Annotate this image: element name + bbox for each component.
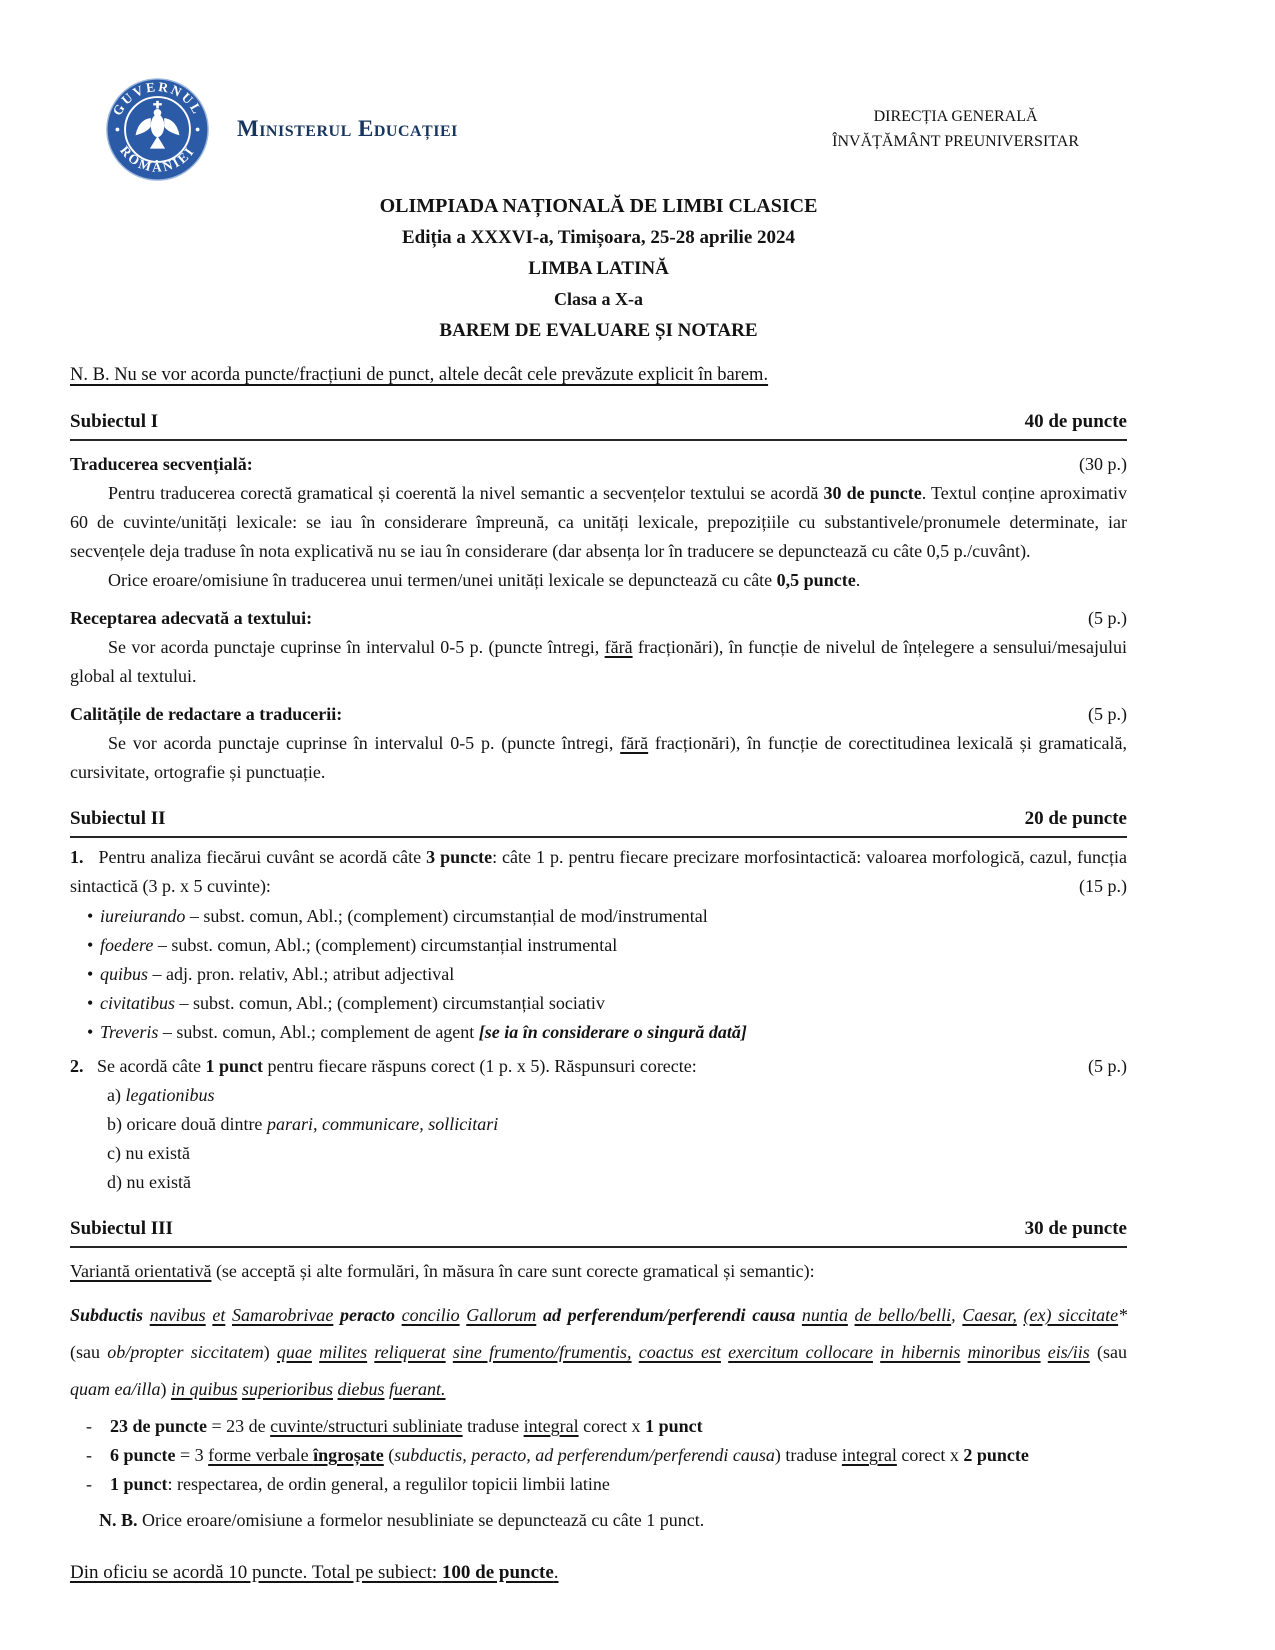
criterion-points: (5 p.) — [1088, 608, 1127, 628]
seal-top-text: GUVERNUL — [109, 78, 206, 118]
orientative-variant-intro: Variantă orientativă (se acceptă și alte formulări, în măsura în care sunt corecte gramatical și semantic): — [70, 1261, 815, 1281]
question-1 — [70, 843, 1127, 901]
directorate-line-1: DIRECȚIA GENERALĂ — [873, 108, 1038, 125]
subject2-title: Subiectul II — [70, 808, 166, 829]
bullet-item — [70, 931, 1127, 960]
bullet-icon: • — [87, 935, 94, 955]
subject1-title: Subiectul I — [70, 411, 159, 432]
scoring-dash-list — [70, 1412, 1127, 1499]
nb-note-subject3: N. B. Orice eroare/omisiune a formelor nesubliniate se depunctează cu câte 1 punct. — [99, 1510, 705, 1530]
criterion-points: (30 p.) — [1079, 454, 1127, 474]
question-2 — [70, 1052, 1127, 1081]
nb-note-top: N. B. Nu se vor acorda puncte/fracțiuni de punct, altele decât cele prevăzute explicit în barem. — [70, 365, 769, 385]
criterion-label: Traducerea secvențială: — [70, 454, 253, 474]
barem-title: BAREM DE EVALUARE ȘI NOTARE — [439, 320, 758, 341]
scoring-rule-3: - 1 punct: respectarea, de ordin general, a regulilor topicii limbii latine — [86, 1474, 610, 1494]
title-block — [70, 191, 1127, 346]
criterion-row-quality — [70, 700, 1127, 729]
bullet-text: iureiurando – subst. comun, Abl.; (complement) circumstanțial de mod/instrumental — [100, 906, 708, 926]
answer-d: d) nu există — [107, 1172, 191, 1192]
subject-language: LIMBA LATINĂ — [528, 258, 669, 279]
section-heading-subject3 — [70, 1214, 1127, 1248]
section-heading-subject1 — [70, 407, 1127, 441]
seal-bottom-text: ROMÂNIEI — [117, 142, 198, 175]
question-2-points: (5 p.) — [1088, 1056, 1127, 1076]
criterion-paragraph: Pentru traducerea corectă gramatical și coerentă la nivel semantic a secvențelor textului se acordă 30 de puncte. Textul conține aproximativ 60 de cuvinte/unități lexicale: se iau în considerare împreună, ca unități lexicale, prepozițiile cu substantivele/pronumele determinate, iar secvențele deja traduse în nota explicativă nu se iau în considerare (dar absența lor în traducere se depunctează cu câte 0,5 p./cuvânt). — [70, 483, 1127, 561]
total-score-line: Din oficiu se acordă 10 puncte. Total pe subiect: 100 de puncte. — [70, 1562, 559, 1583]
directorate-line-2: ÎNVĂȚĂMÂNT PREUNIVERSITAR — [832, 133, 1079, 150]
subject2-points: 20 de puncte — [1024, 808, 1127, 829]
bullet-text: civitatibus – subst. comun, Abl.; (complement) circumstanțial sociativ — [100, 993, 605, 1013]
question-2-text: 2. Se acordă câte 1 punct pentru fiecare răspuns corect (1 p. x 5). Răspunsuri corecte: — [70, 1056, 697, 1076]
bullet-text: quibus – adj. pron. relativ, Abl.; atribut adjectival — [100, 964, 455, 984]
subject1-points: 40 de puncte — [1024, 411, 1127, 432]
answer-a: a) legationibus — [107, 1085, 215, 1105]
latin-passage: Subductis navibus et Samarobrivae peracto concilio Gallorum ad perferendum/perferendi causa nuntia de bello/belli, Caesar, (ex) siccitate* (sau ob/propter siccitatem) quae milites reliquerat sine frumento/frumentis, coactus est exercitum collocare in hibernis minoribus eis/iis (sau quam ea/illa) in quibus superioribus diebus fuerant. — [70, 1305, 1128, 1399]
subject3-points: 30 de puncte — [1024, 1218, 1127, 1239]
question-1-text: 1. Pentru analiza fiecărui cuvânt se acordă câte 3 puncte: câte 1 p. pentru fiecare precizare morfosintactică: valoarea morfologică, cazul, funcția sintactică (3 p. x 5 cuvinte): — [70, 847, 1127, 896]
criterion-paragraph: Orice eroare/omisiune în traducerea unui termen/unei unități lexicale se depunctează cu câte 0,5 puncte. — [108, 570, 861, 590]
bullet-icon: • — [87, 964, 94, 984]
criterion-row-reception — [70, 604, 1127, 633]
bullet-item — [70, 902, 1127, 931]
bullet-icon: • — [87, 993, 94, 1013]
answer-b: b) oricare două dintre parari, communicare, sollicitari — [107, 1114, 499, 1134]
bullet-text: foedere – subst. comun, Abl.; (complement) circumstanțial instrumental — [100, 935, 618, 955]
bullet-icon: • — [87, 906, 94, 926]
scoring-rule-2: - 6 puncte = 3 forme verbale îngroșate (subductis, peracto, ad perferendum/perferendi causa) traduse integral corect x 2 puncte — [86, 1445, 1029, 1465]
bullet-text: Treveris – subst. comun, Abl.; complement de agent [se ia în considerare o singură dată] — [100, 1022, 747, 1042]
criterion-paragraph: Se vor acorda punctaje cuprinse în intervalul 0-5 p. (puncte întregi, fără fracționări), în funcție de corectitudinea lexicală și gramaticală, cursivitate, ortografie și punctuație. — [70, 733, 1127, 782]
class-line: Clasa a X-a — [554, 289, 643, 309]
document-header — [70, 75, 1127, 183]
scoring-rule-1: - 23 de puncte = 23 de cuvinte/structuri subliniate traduse integral corect x 1 punct — [86, 1416, 703, 1436]
criterion-points: (5 p.) — [1088, 704, 1127, 724]
bullet-icon: • — [87, 1022, 94, 1042]
government-seal-logo — [105, 77, 210, 182]
criterion-label: Calitățile de redactare a traducerii: — [70, 704, 343, 724]
section-heading-subject2 — [70, 804, 1127, 838]
question-1-points: (15 p.) — [1079, 876, 1127, 896]
answer-list — [70, 1081, 1127, 1197]
criterion-paragraph: Se vor acorda punctaje cuprinse în intervalul 0-5 p. (puncte întregi, fără fracționări), în funcție de nivelul de înțelegere a sensului/mesajului global al textului. — [70, 637, 1127, 686]
romanian-government-seal-icon — [105, 77, 210, 182]
criterion-row-translation — [70, 450, 1127, 479]
olympiad-title: OLIMPIADA NAȚIONALĂ DE LIMBI CLASICE — [379, 195, 818, 217]
bullet-item — [70, 989, 1127, 1018]
subject3-title: Subiectul III — [70, 1218, 173, 1239]
ministry-name: Ministerul Educației — [237, 116, 458, 141]
edition-line: Ediția a XXXVI-a, Timișoara, 25-28 aprilie 2024 — [401, 227, 796, 248]
bullet-item — [70, 960, 1127, 989]
analysis-bullet-list — [70, 902, 1127, 1047]
criterion-label: Receptarea adecvată a textului: — [70, 608, 313, 628]
directorate-block — [832, 104, 1079, 154]
bullet-item — [70, 1018, 1127, 1047]
answer-c: c) nu există — [107, 1143, 190, 1163]
